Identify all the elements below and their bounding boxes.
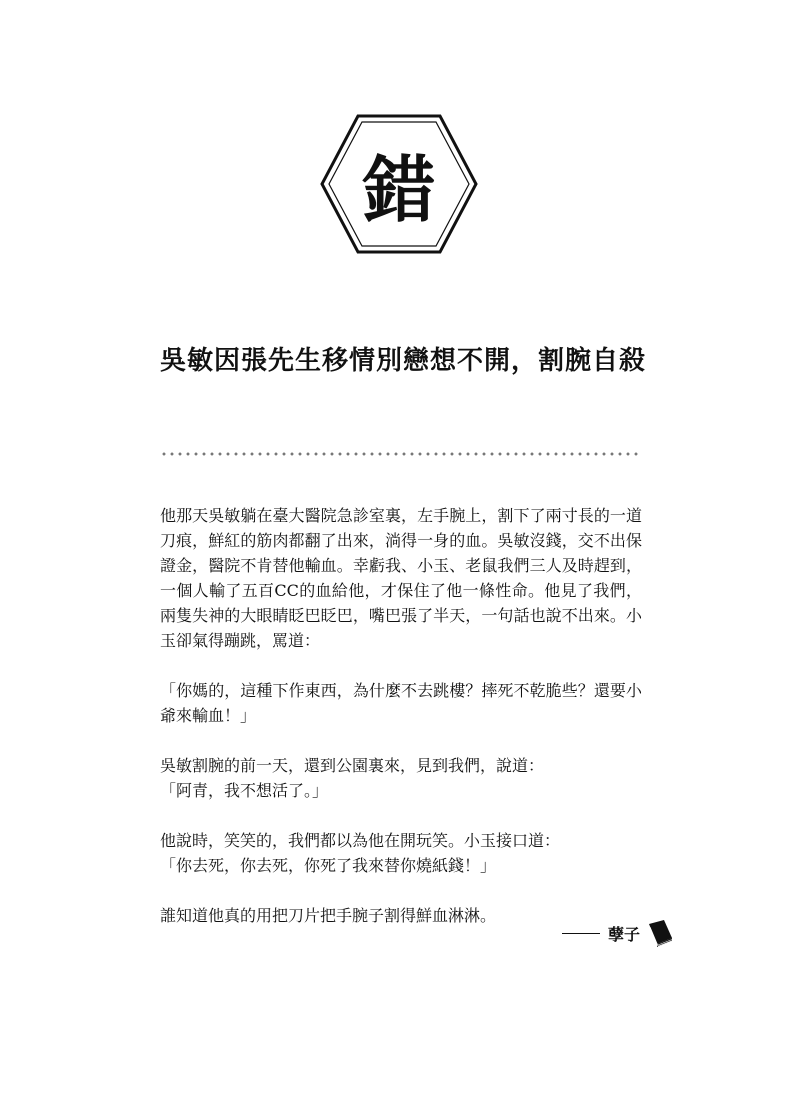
signature-dash [562,933,600,934]
page-title: 吳敏因張先生移情別戀想不開，割腕自殺 [160,346,647,376]
paragraph-line: 「你去死，你去死，你死了我來替你燒紙錢！」 [160,856,497,875]
emblem-character: 錯 [362,147,435,232]
paragraph-line: 吳敏割腕的前一天，還到公園裏來，見到我們，說道： [160,756,545,775]
paragraph-4 [160,828,642,878]
paragraph-text: 誰知道他真的用把刀片把手腕子割得鮮血淋淋。 [160,906,497,925]
dotted-divider [160,452,642,456]
signature-author: 孽子 [607,924,640,944]
book-icon [646,918,674,948]
chapter-emblem [318,110,480,258]
paragraph-2 [160,678,642,728]
paragraph-text: 「你媽的，這種下作東西，為什麼不去跳樓？摔死不乾脆些？還要小爺來輸血！」 [160,681,642,725]
body-text [160,503,642,953]
paragraph-line: 「阿青，我不想活了。」 [160,781,329,800]
paragraph-3 [160,753,642,803]
paragraph-1 [160,503,642,653]
paragraph-line: 他說時，笑笑的，我們都以為他在開玩笑。小玉接口道： [160,831,561,850]
signature [562,918,674,948]
paragraph-text: 他那天吳敏躺在臺大醫院急診室裏，左手腕上，割下了兩寸長的一道刀痕，鮮紅的筋肉都翻了出來，淌得一身的血。吳敏沒錢，交不出保證金，醫院不肯替他輸血。幸虧我、小玉、老鼠我們三人及時趕到，一個人輸了五百CC的血給他，才保住了他一條性命。他見了我們，兩隻失神的大眼睛眨巴眨巴，嘴巴張了半天，一句話也說不出來。小玉卻氣得蹦跳，罵道： [160,506,642,650]
